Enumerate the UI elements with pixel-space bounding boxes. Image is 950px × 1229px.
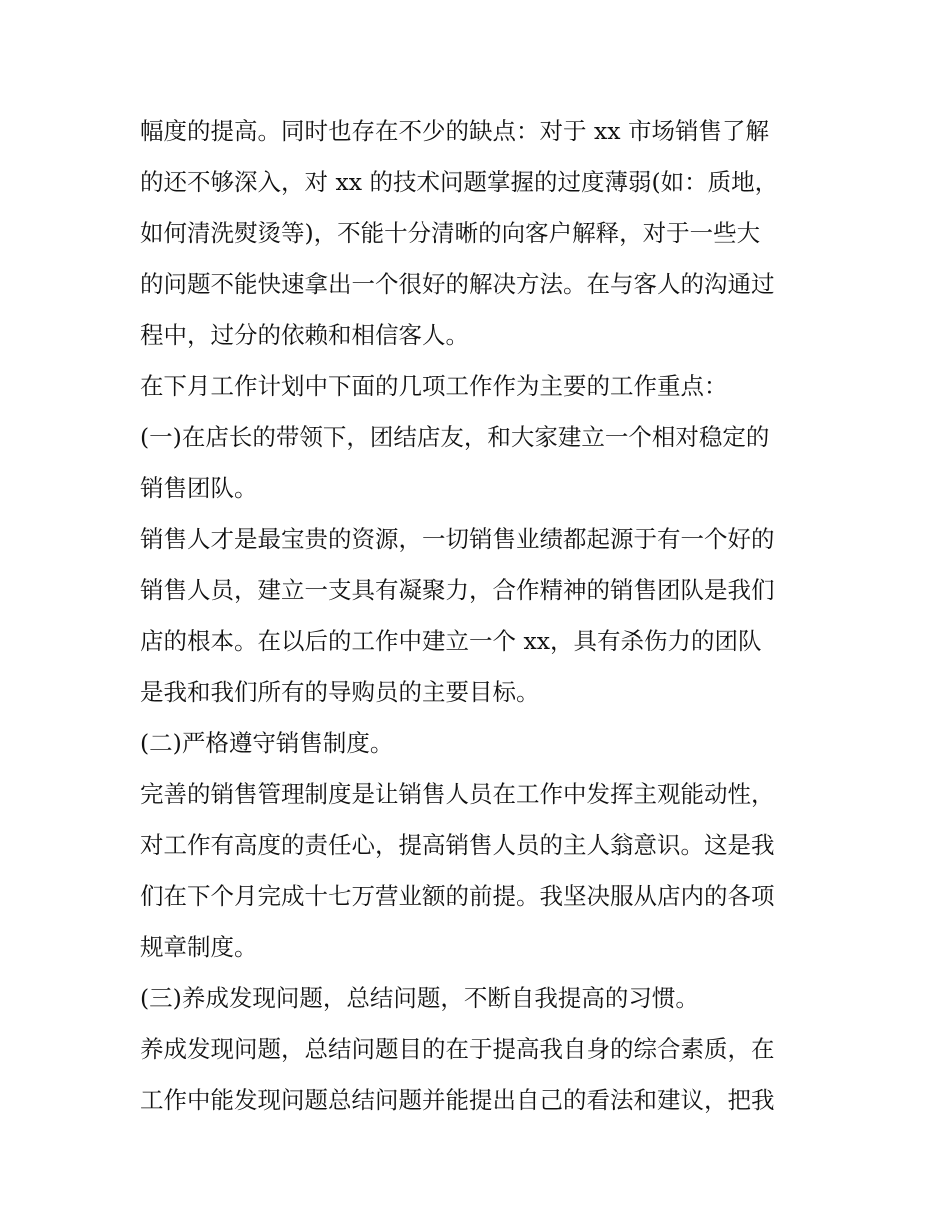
text-line: 程中，过分的依赖和相信客人。 xyxy=(140,321,469,349)
text-line: 幅度的提高。同时也存在不少的缺点：对于 xx 市场销售了解 xyxy=(140,117,769,145)
text-line: 的还不够深入，对 xx 的技术问题掌握的过度薄弱(如：质地， xyxy=(140,168,779,196)
text-line: 销售人才是最宝贵的资源，一切销售业绩都起源于有一个好的 xyxy=(140,525,775,553)
section-heading-2: (二)严格遵守销售制度。 xyxy=(140,729,394,757)
text-line: 们在下个月完成十七万营业额的前提。我坚决服从店内的各项 xyxy=(140,882,775,910)
text-line: 养成发现问题，总结问题目的在于提高我自身的综合素质，在 xyxy=(140,1035,775,1063)
text-line: 是我和我们所有的导购员的主要目标。 xyxy=(140,678,540,706)
text-line: 工作中能发现问题总结问题并能提出自己的看法和建议，把我 xyxy=(140,1086,775,1114)
section-heading-1: (一)在店长的带领下，团结店友，和大家建立一个相对稳定的 xyxy=(140,423,770,451)
document-body xyxy=(140,106,820,1126)
text-line: 销售人员，建立一支具有凝聚力，合作精神的销售团队是我们 xyxy=(140,576,775,604)
text-line: 的问题不能快速拿出一个很好的解决方法。在与客人的沟通过 xyxy=(140,270,775,298)
text-line: 销售团队。 xyxy=(140,474,258,502)
text-line: 在下月工作计划中下面的几项工作作为主要的工作重点： xyxy=(140,372,728,400)
text-line: 如何清洗熨烫等)，不能十分清晰的向客户解释，对于一些大 xyxy=(140,219,761,247)
text-line: 完善的销售管理制度是让销售人员在工作中发挥主观能动性， xyxy=(140,780,775,808)
text-line: 店的根本。在以后的工作中建立一个 xx，具有杀伤力的团队 xyxy=(140,627,762,655)
text-line: 规章制度。 xyxy=(140,933,258,961)
text-line: 对工作有高度的责任心，提高销售人员的主人翁意识。这是我 xyxy=(140,831,775,859)
section-heading-3: (三)养成发现问题，总结问题，不断自我提高的习惯。 xyxy=(140,984,699,1012)
